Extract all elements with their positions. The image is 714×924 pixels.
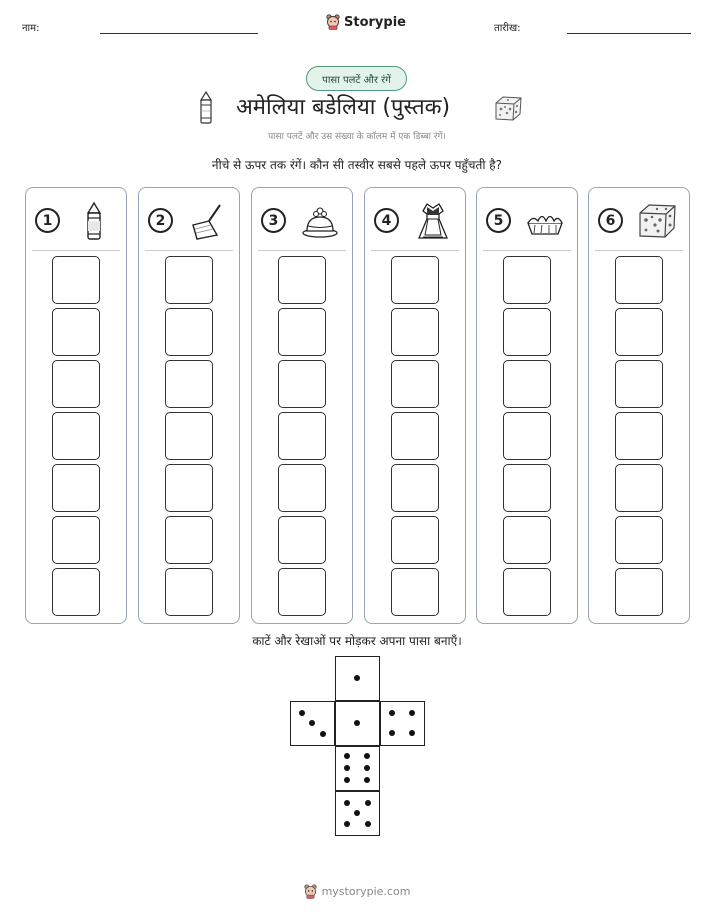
color-box[interactable] [52,360,100,408]
name-line [100,33,258,34]
column-number: 3 [261,208,286,233]
color-box[interactable] [503,412,551,460]
color-box[interactable] [278,568,326,616]
dice-pip [365,821,371,827]
color-box[interactable] [615,464,663,512]
dice-pip [344,753,350,759]
color-box[interactable] [391,412,439,460]
color-box[interactable] [503,308,551,356]
dice-pip [299,710,305,716]
color-box[interactable] [615,412,663,460]
column-number: 1 [35,208,60,233]
dice-pip [389,730,395,736]
title-row [0,89,714,129]
column-4 [364,187,466,624]
color-box[interactable] [278,308,326,356]
dice-pip [344,821,350,827]
color-box[interactable] [278,464,326,512]
column-number: 2 [148,208,173,233]
color-box[interactable] [52,256,100,304]
dice-pip [354,675,360,681]
crayon-icon [199,91,213,125]
dice-pip [409,710,415,716]
subtitle: पासा पलटें और उस संख्या के कॉलम में एक डिब्बा रंगें। [268,132,446,142]
column-divider [483,250,571,251]
footer-url: mystorypie.com [321,885,411,898]
graph-columns [25,187,691,625]
column-divider [595,250,683,251]
dice-face [380,701,425,746]
dice-pip [364,765,370,771]
dice-pip [344,800,350,806]
color-box[interactable] [165,360,213,408]
color-box[interactable] [278,256,326,304]
color-box[interactable] [615,308,663,356]
color-box[interactable] [278,516,326,564]
maid-dress-icon [413,201,453,241]
column-6 [588,187,690,624]
dice-face [335,746,380,791]
column-3 [251,187,353,624]
column-1 [25,187,127,624]
coloring-instruction: नीचे से ऊपर तक रंगें। कौन सी तस्वीर सबसे पहले ऊपर पहुँचती है? [211,158,503,172]
storypie-mascot-icon [326,14,340,30]
color-box[interactable] [52,412,100,460]
column-5 [476,187,578,624]
header [0,14,714,44]
dice-face [335,791,380,836]
column-divider [371,250,459,251]
activity-tag: पासा पलटें और रंगें [306,66,407,91]
name-label: नाम: [22,23,40,34]
color-box[interactable] [52,308,100,356]
footer [0,884,714,899]
color-box[interactable] [165,412,213,460]
dustpan-icon [187,201,227,241]
column-number: 4 [374,208,399,233]
dice-pip [364,753,370,759]
dice-pip [344,777,350,783]
color-box[interactable] [165,568,213,616]
color-box[interactable] [391,256,439,304]
dice-face [335,701,380,746]
dice-pip [364,777,370,783]
color-box[interactable] [503,516,551,564]
brand-name: Storypie [344,14,406,30]
crayon-icon [74,201,114,241]
color-box[interactable] [52,464,100,512]
color-box[interactable] [278,360,326,408]
color-box[interactable] [165,516,213,564]
color-box[interactable] [391,308,439,356]
page-title: अमेलिया बडेलिया (पुस्तक) [236,95,451,120]
color-box[interactable] [278,412,326,460]
dice-pip [365,800,371,806]
sponge-icon [637,201,677,241]
color-box[interactable] [615,256,663,304]
color-box[interactable] [391,464,439,512]
color-box[interactable] [503,568,551,616]
column-2 [138,187,240,624]
color-box[interactable] [391,568,439,616]
color-box[interactable] [615,516,663,564]
dice-pip [354,720,360,726]
cut-instruction: काटें और रेखाओं पर मोड़कर अपना पासा बनाएँ। [252,634,462,648]
dice-face [290,701,335,746]
color-box[interactable] [52,568,100,616]
dice-pip [320,731,326,737]
color-box[interactable] [165,464,213,512]
cake-icon [300,201,340,241]
color-box[interactable] [615,360,663,408]
color-box[interactable] [503,360,551,408]
column-divider [145,250,233,251]
date-label: तारीख: [494,23,521,34]
color-box[interactable] [391,360,439,408]
color-box[interactable] [615,568,663,616]
color-box[interactable] [52,516,100,564]
dice-face [335,656,380,701]
pie-icon [525,201,565,241]
sponge-icon [493,95,523,121]
dice-pip [354,810,360,816]
column-divider [32,250,120,251]
dice-net [290,656,426,836]
dice-pip [344,765,350,771]
color-box[interactable] [503,464,551,512]
dice-pip [389,710,395,716]
dice-pip [309,720,315,726]
dice-pip [409,730,415,736]
color-box[interactable] [165,256,213,304]
color-box[interactable] [165,308,213,356]
color-box[interactable] [391,516,439,564]
column-number: 5 [486,208,511,233]
column-divider [258,250,346,251]
column-number: 6 [598,208,623,233]
date-line [567,33,691,34]
color-box[interactable] [503,256,551,304]
brand-logo [326,14,406,30]
storypie-mascot-icon [304,884,317,899]
